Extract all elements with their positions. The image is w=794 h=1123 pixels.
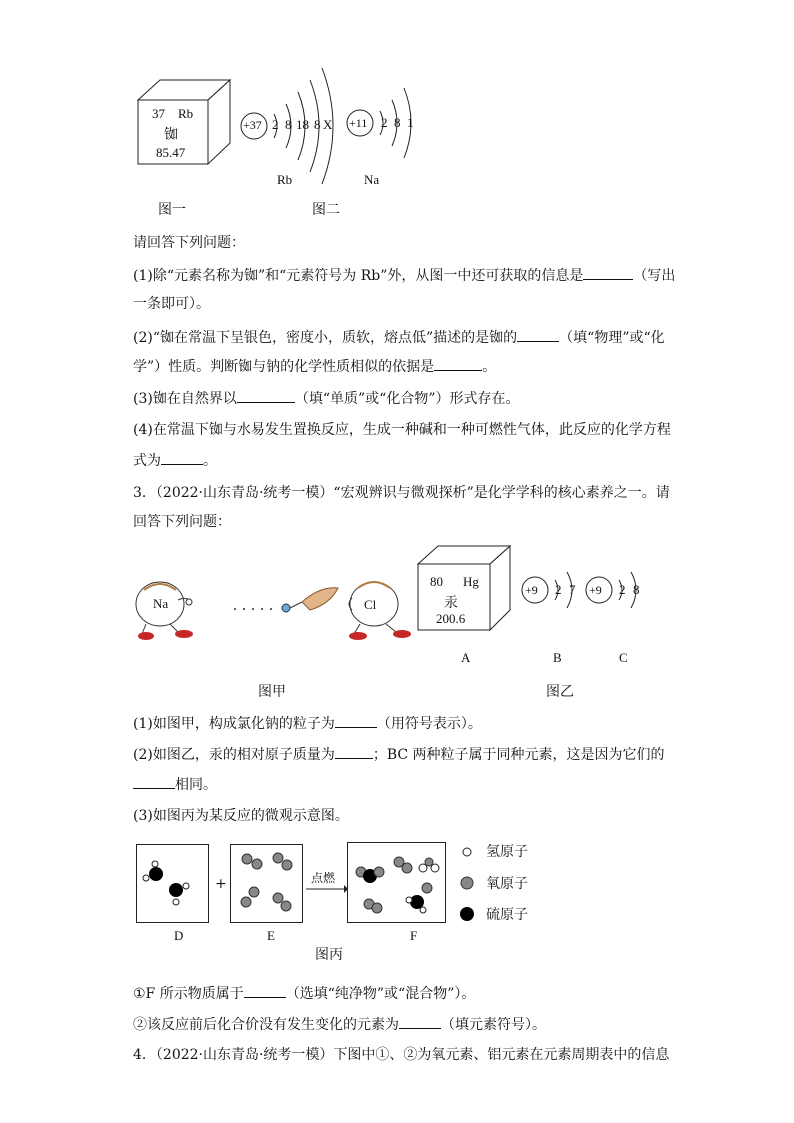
legend-oxygen-swatch [459,875,475,891]
q3-sub3-q1-answer-blank[interactable] [244,983,286,998]
q4-line1: 4．（2022·山东青岛·统考一模）下图中①、②为氧元素、铝元素在元素周期表中的信息 [133,1047,670,1063]
q3-sub2-text: (2)如图乙，汞的相对原子质量为 [133,747,335,763]
bing-caption: 图丙 [315,947,343,963]
rb-cube-frame [138,78,238,170]
fig1-caption: 图一 [158,202,186,218]
q2-sub4-line1: (4)在常温下铷与水易发生置换反应，生成一种碱和一种可燃性气体，此反应的化学方程 [133,422,671,438]
q3-sub2-text-2: ；BC 两种粒子属于同种元素，这是因为它们的 [372,747,665,763]
box-e [230,844,304,924]
label-e: E [267,928,275,943]
q2-prompt: 请回答下列问题： [133,235,245,251]
c-shell-1: 2 [619,582,626,597]
q3-sub1-note: （用符号表示）。 [376,716,482,732]
na-nucleus: +11 [349,116,368,130]
q2-sub4-line2 [133,450,217,471]
cl-cartoon [346,576,418,642]
q2-sub4-end: 。 [203,453,217,469]
q3-sub1-line [133,713,482,734]
q2-sub3-answer-blank[interactable] [237,388,295,403]
rb-symbol: Rb [178,106,194,121]
q3-sub2-answer-blank-1[interactable] [335,744,373,759]
q2-sub2-note: （填“物理”或“化 [559,330,665,346]
q3-sub3-q1-line [133,983,475,1004]
q3-sub3-q2-note: （填元素符号）。 [441,1017,546,1033]
q2-sub2-line1 [133,327,665,348]
label-b: B [553,650,562,665]
yi-caption: 图乙 [546,684,574,700]
cartoon-na-label: Na [153,596,169,611]
hg-atomic-number: 80 [430,574,443,589]
q3-sub1-answer-blank[interactable] [335,713,377,728]
q3-sub3-line: (3)如图丙为某反应的微观示意图。 [133,808,349,824]
c-nucleus: +9 [589,583,602,597]
box-f [347,842,447,924]
q3-sub3-q1-text: ①F 所示物质属于 [133,986,244,1002]
q2-sub4-answer-blank[interactable] [161,450,203,465]
q2-sub4-text: 式为 [133,453,161,469]
legend-oxygen-label: 氧原子 [486,876,528,892]
rb-label: Rb [277,172,293,187]
legend-sulfur-label: 硫原子 [486,907,528,923]
c-shell-2: 8 [633,582,640,597]
rb-name: 铷 [164,128,178,143]
reaction-plus: + [215,876,227,892]
label-f: F [410,928,418,943]
q2-sub2-text: (2)“铷在常温下呈银色，密度小，质软，熔点低”描述的是铷的 [133,330,518,346]
q2-sub2-answer-blank-1[interactable] [517,327,559,342]
q3-sub1-text: (1)如图甲，构成氯化钠的粒子为 [133,716,335,732]
fig2-caption: 图二 [312,202,340,218]
legend-hydrogen-swatch [461,846,473,858]
cartoon-cl-label: Cl [364,597,377,612]
q2-sub1-text: (1)除“元素名称为铷”和“元素符号为 Rb”外，从图一中还可获取的信息是 [133,268,584,284]
rb-shell-4: 8 [314,117,321,132]
hg-atomic-mass: 200.6 [436,611,466,626]
q3-sub3-q1-note: （选填“纯净物”或“混合物”）。 [285,986,476,1002]
rb-atomic-mass: 85.47 [156,145,186,160]
rb-shell-1: 2 [272,117,279,132]
b-shell-1: 2 [555,582,562,597]
b-nucleus: +9 [525,583,538,597]
q3-sub2-end: 相同。 [175,777,217,793]
arrow-label: 点燃 [311,871,336,885]
rb-shell-5: X [323,117,333,132]
q2-sub2-line2 [133,356,496,377]
q2-sub1-answer-blank[interactable] [583,265,633,280]
legend-hydrogen-label: 氢原子 [486,844,528,860]
hg-name: 汞 [444,596,458,611]
na-cartoon [134,578,206,642]
q3-line2: 回答下列问题： [133,514,231,530]
reaction-arrow [306,884,348,894]
label-d: D [174,928,184,943]
q3-line1: 3．（2022·山东青岛·统考一模）“宏观辨识与微观探析”是化学学科的核心素养之一。请 [133,485,670,501]
b-shell-2: 7 [569,582,576,597]
rb-nucleus: +37 [243,118,262,132]
na-shell-1: 2 [381,115,388,130]
na-shell-2: 8 [394,115,401,130]
label-c: C [619,650,628,665]
q2-sub3-line [133,388,519,409]
rb-shell-2: 8 [285,117,292,132]
q2-sub2-text-2: 学”）性质。判断铷与钠的化学性质相似的依据是 [133,359,435,375]
q2-sub2-end: 。 [482,359,497,375]
rb-atomic-number: 37 [152,106,165,121]
q3-sub3-q2-text: ②该反应前后化合价没有发生变化的元素为 [133,1017,399,1033]
q3-sub2-answer-blank-2[interactable] [133,774,175,789]
q3-sub3-q2-line [133,1014,546,1035]
q2-sub3-text: (3)铷在自然界以 [133,391,237,407]
q3-sub2-line2 [133,774,217,795]
q2-sub1-line1 [133,265,675,286]
electron-net-icon [272,584,342,620]
box-d [136,844,210,924]
hg-symbol: Hg [463,574,479,589]
q2-sub3-note: （填“单质”或“化合物”）形式存在。 [294,391,520,407]
rb-shell-3: 18 [296,117,309,132]
legend-sulfur-swatch [458,905,476,923]
q3-sub3-q2-answer-blank[interactable] [399,1014,441,1029]
label-a: A [461,650,471,665]
q2-sub1-line2: 一条即可）。 [133,296,210,312]
q3-sub2-line1 [133,744,665,765]
na-label: Na [364,172,380,187]
q2-sub1-note: （写出 [633,268,676,284]
na-shell-3: 1 [407,115,414,130]
jia-caption: 图甲 [258,684,286,700]
q2-sub2-answer-blank-2[interactable] [434,356,482,371]
